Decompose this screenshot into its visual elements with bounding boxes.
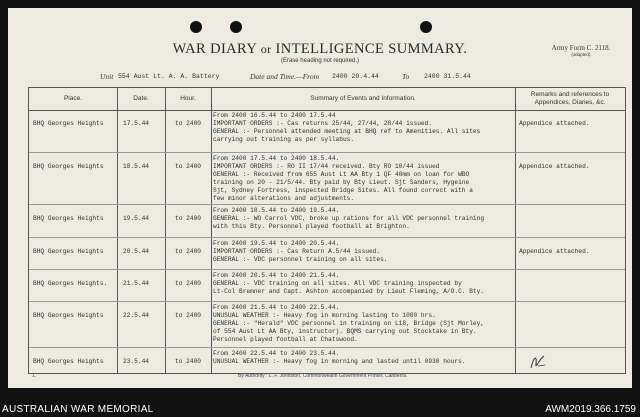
from-value: 2400 20.4.44: [332, 73, 379, 80]
row-place: BHQ Georges Heights.: [33, 280, 108, 287]
summary-line: IMPORTANT ORDERS :- Cas Return A.5/44 issued.: [213, 248, 381, 255]
summary-line: training on 20 - 21/5/44. Bty paid by Bty Lieut. Sjt Sanders, Hygeine: [213, 179, 470, 186]
row-date: 21.5.44: [123, 280, 149, 287]
row-summary: [213, 112, 513, 144]
summary-line: of 554 Aust Lt AA Bty, instructor). BQMS carrying out Stocktake in Bty.: [213, 328, 477, 335]
col-header-hour: Hour.: [180, 95, 196, 102]
row-date: 18.5.44: [123, 163, 149, 170]
row-date: 20.5.44: [123, 248, 149, 255]
summary-line: Lt-Col Bremner and Capt. Ashton accompanied by Lieut Fleming, A/O.C. Bty.: [213, 288, 485, 295]
row-summary: [213, 207, 513, 231]
row-remarks: Appendice attached.: [519, 120, 590, 127]
col-header-place: Place.: [63, 95, 83, 102]
row-place: BHQ Georges Heights: [33, 120, 104, 127]
row-place: BHQ Georges Heights: [33, 358, 104, 365]
row-date: 19.5.44: [123, 215, 149, 222]
row-summary: [213, 240, 513, 264]
footer-printer: By Authority : L. F. Johnston, Commonwealth Government Printer, Canberra.: [238, 373, 408, 379]
summary-line: Personnel played football at Chatswood.: [213, 336, 358, 343]
summary-line: From 2400 22.5.44 to 2400 23.5.44.: [213, 350, 340, 357]
summary-line: From 2400 18.5.44 to 2400 19.5.44.: [213, 207, 340, 214]
caption-institution: AUSTRALIAN WAR MEMORIAL: [2, 404, 154, 415]
table-row: [29, 154, 625, 202]
summary-line: From 2400 21.5.44 to 2400 22.5.44.: [213, 304, 340, 311]
to-label: To: [402, 72, 410, 81]
row-place: BHQ Georges Heights: [33, 248, 104, 255]
army-form-label: [536, 44, 626, 60]
row-hour: to 2400: [175, 312, 201, 319]
row-place: BHQ Georges Heights: [33, 215, 104, 222]
summary-line: From 2400 17.5.44 to 2400 18.5.44.: [213, 155, 340, 162]
summary-line: few minor alterations and adjustments.: [213, 195, 355, 202]
summary-line: GENERAL :- VDC training on all sites. All VDC training inspected by: [213, 280, 462, 287]
footer-number: 1.: [32, 373, 37, 379]
diary-table: [28, 87, 626, 374]
summary-line: carrying out training as per syllabus.: [213, 136, 355, 143]
row-remarks: Appendice attached.: [519, 248, 590, 255]
summary-line: GENERAL :- Personnel attended meeting at BHQ ref to Amenities. All sites: [213, 128, 481, 135]
row-hour: to 2400: [175, 358, 201, 365]
summary-line: UNUSUAL WEATHER :- Heavy fog in morning and lasted until 0930 hours.: [213, 358, 466, 365]
unit-label: Unit: [100, 72, 114, 81]
punch-hole: [190, 21, 202, 33]
unit-value: 554 Aust Lt. A. A. Battery: [118, 73, 220, 80]
row-date: 17.5.44: [123, 120, 149, 127]
title-war-diary: WAR DIARY: [172, 41, 257, 57]
summary-line: GENERAL :- Received from 655 Aust Lt AA Bty 1 QF 40mm on loan for WBO: [213, 171, 470, 178]
table-row: [29, 303, 625, 343]
datetime-label: Date and Time.—From: [250, 72, 320, 81]
to-value: 2400 31.5.44: [424, 73, 471, 80]
title-intelligence-summary: INTELLIGENCE SUMMARY.: [275, 41, 468, 57]
page-footer: [8, 373, 632, 383]
initials-signature-icon: [528, 352, 548, 372]
table-row: [29, 111, 625, 147]
summary-line: IMPORTANT ORDERS :- RO II 17/44 received. Bty RO 10/44 issued: [213, 163, 440, 170]
row-remarks: Appendice attached.: [519, 163, 590, 170]
form-number: Army Form C. 2118.: [551, 44, 611, 52]
row-summary: [213, 155, 513, 203]
title-or: or: [260, 42, 272, 56]
row-place: BHQ Georges Heights: [33, 163, 104, 170]
col-header-date: Date.: [133, 95, 149, 102]
row-hour: to 2400: [175, 280, 201, 287]
form-adapted: (adapted): [571, 53, 591, 58]
row-date: 22.5.44: [123, 312, 149, 319]
row-hour: to 2400: [175, 248, 201, 255]
row-summary: [213, 350, 513, 366]
caption-accession-number: AWM2019.366.1759: [545, 404, 636, 415]
summary-line: GENERAL :- WO Carrol VDC, broke up rations for all VDC personnel training: [213, 215, 485, 222]
row-date: 23.5.44: [123, 358, 149, 365]
summary-line: with this Bty. Personnel played football at Brighton.: [213, 223, 410, 230]
summary-line: GENERAL :- "Herald" VDC personnel in training on L18, Bridge (Sjt Morley,: [213, 320, 485, 327]
punch-hole: [420, 21, 432, 33]
row-hour: to 2400: [175, 163, 201, 170]
col-header-remarks: Remarks and references to Appendices, Diaries, &c.: [530, 91, 610, 106]
row-summary: [213, 272, 513, 296]
summary-line: IMPORTANT ORDERS :- Cas returns 25/44, 27/44, 28/44 issued.: [213, 120, 433, 127]
summary-line: From 2400 16.5.44 to 2400 17.5.44: [213, 112, 336, 119]
summary-line: UNUSUAL WEATHER :- Heavy fog in morning lasting to 1000 hrs.: [213, 312, 436, 319]
row-hour: to 2400: [175, 120, 201, 127]
page-subtitle: (Erase heading not required.): [280, 58, 360, 64]
row-place: BHQ Georges Heights: [33, 312, 104, 319]
unit-line: [8, 72, 632, 84]
summary-line: From 2400 20.5.44 to 2400 21.5.44.: [213, 272, 340, 279]
summary-line: Sjt, Sydney Fortress, inspected Bridge Sites. All found correct with a: [213, 187, 473, 194]
punch-hole: [230, 21, 242, 33]
diary-page: [8, 8, 632, 388]
col-header-summary: Summary of Events and Information.: [310, 95, 416, 102]
row-hour: to 2400: [175, 215, 201, 222]
row-summary: [213, 304, 513, 344]
summary-line: From 2400 19.5.44 to 2400 20.5.44.: [213, 240, 340, 247]
summary-line: GENERAL :- VDC personnel training on all sites.: [213, 256, 388, 263]
